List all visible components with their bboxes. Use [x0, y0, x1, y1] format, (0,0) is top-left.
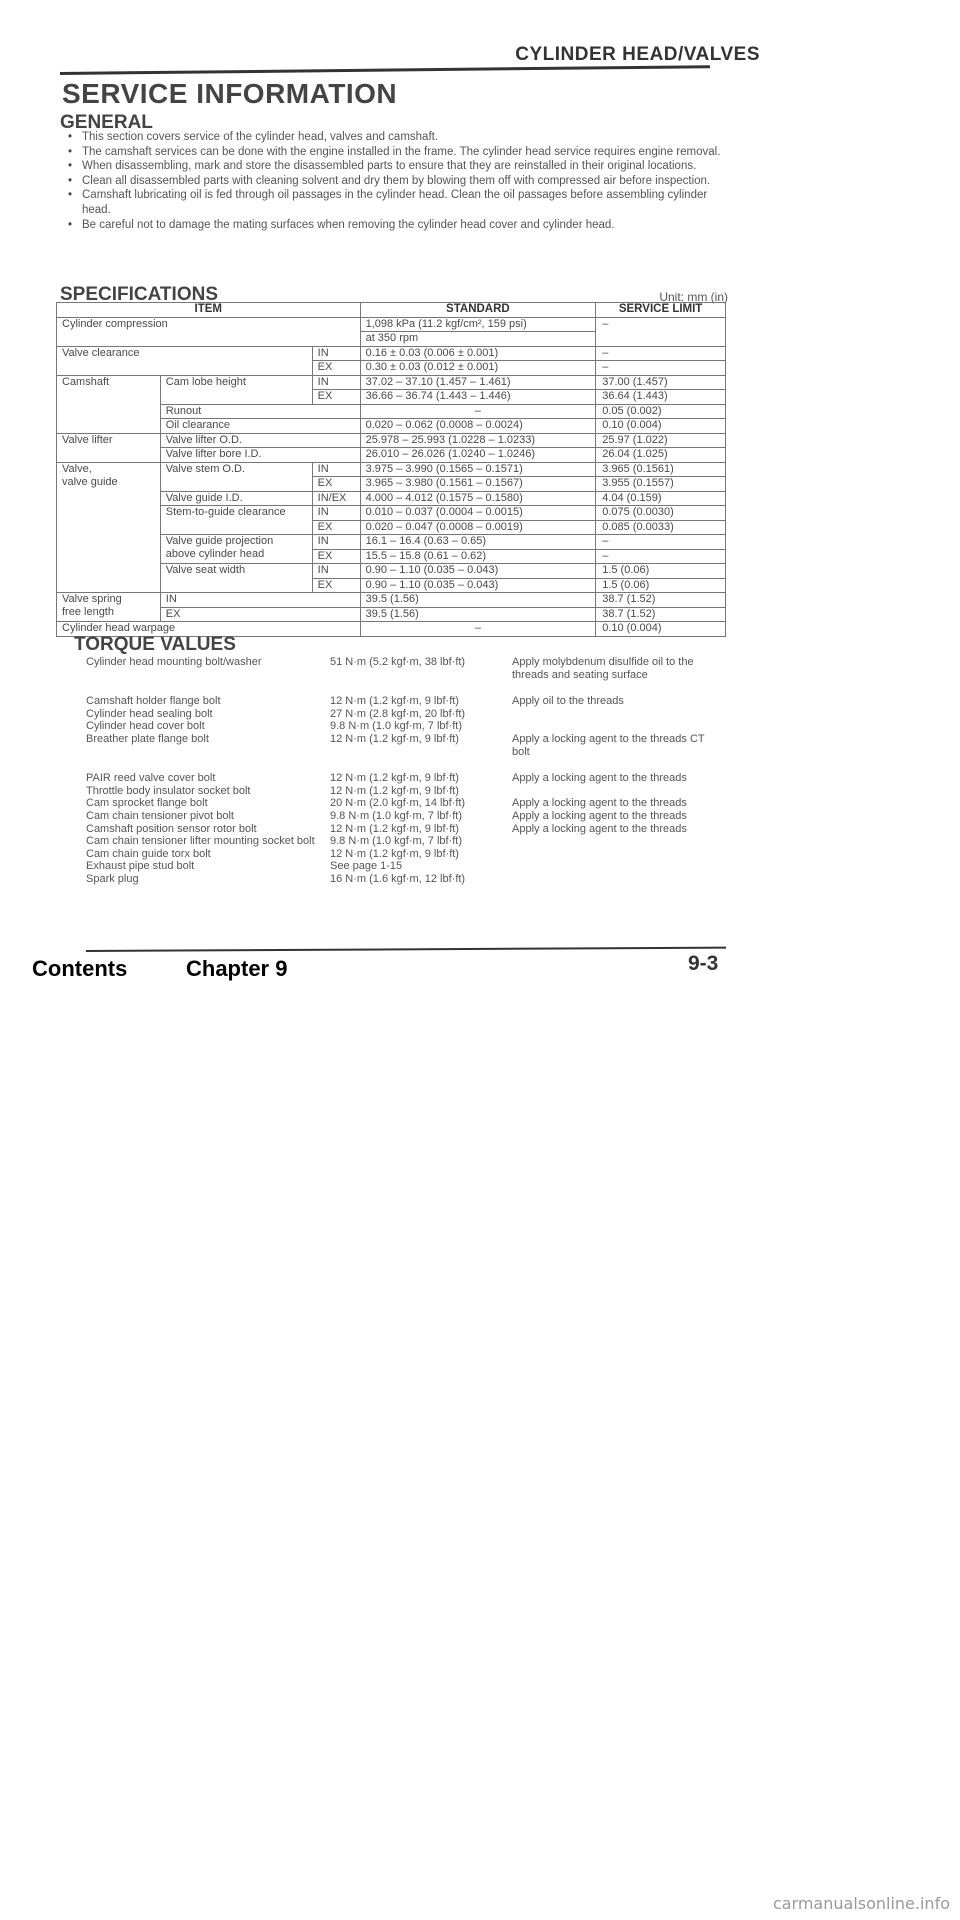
table-cell: – — [596, 549, 726, 564]
torque-item: Cylinder head cover bolt — [86, 720, 205, 733]
specifications-heading: SPECIFICATIONS — [60, 284, 218, 305]
table-row — [57, 346, 726, 361]
table-row — [57, 593, 726, 608]
table-cell: EX — [312, 477, 360, 492]
table-cell: 39.5 (1.56) — [360, 593, 596, 608]
table-cell: 4.04 (0.159) — [596, 491, 726, 506]
torque-remark — [512, 860, 712, 873]
table-cell: 0.90 – 1.10 (0.035 – 0.043) — [360, 578, 596, 593]
torque-row — [86, 860, 712, 873]
torque-row — [86, 733, 712, 758]
table-cell: Camshaft — [57, 375, 161, 433]
torque-remark: Apply a locking agent to the threads — [512, 797, 687, 810]
torque-spacer — [86, 681, 712, 695]
torque-item: Cam chain tensioner pivot bolt — [86, 809, 234, 822]
torque-remark: Apply a locking agent to the threads — [512, 822, 687, 835]
table-cell: EX — [312, 549, 360, 564]
table-cell: 15.5 – 15.8 (0.61 – 0.62) — [360, 549, 596, 564]
torque-row — [86, 695, 712, 708]
torque-remark: Apply a locking agent to the threads — [512, 772, 687, 785]
torque-value: 9.8 N·m (1.0 kgf·m, 7 lbf·ft) — [330, 809, 463, 822]
running-head-title: CYLINDER HEAD/VALVES — [515, 44, 760, 65]
table-cell: IN — [312, 506, 360, 521]
table-cell: Cylinder head warpage — [57, 622, 361, 637]
torque-value: See page 1-15 — [330, 860, 403, 873]
table-cell: 0.010 – 0.037 (0.0004 – 0.0015) — [360, 506, 596, 521]
torque-remark — [512, 835, 712, 848]
table-cell: – — [360, 404, 596, 419]
table-cell: Valve lifter — [57, 433, 161, 462]
torque-item: Cam chain tensioner lifter mounting socket bolt — [86, 835, 315, 848]
torque-row — [86, 797, 712, 810]
table-cell: IN — [312, 375, 360, 390]
table-cell: Oil clearance — [160, 419, 360, 434]
torque-values-heading: TORQUE VALUES — [74, 634, 236, 655]
torque-remark: Apply molybdenum disulfide oil to the threads and seating surface — [512, 656, 694, 681]
table-cell: 0.10 (0.004) — [596, 622, 726, 637]
table-cell: 26.04 (1.025) — [596, 448, 726, 463]
torque-remark: Apply a locking agent to the threads CT bolt — [512, 732, 705, 758]
torque-value: 16 N·m (1.6 kgf·m, 12 lbf·ft) — [330, 872, 466, 885]
torque-value: 12 N·m (1.2 kgf·m, 9 lbf·ft) — [330, 847, 459, 860]
table-cell: Valve lifter bore I.D. — [160, 448, 360, 463]
table-cell — [160, 535, 312, 564]
table-cell: 3.975 – 3.990 (0.1565 – 0.1571) — [360, 462, 596, 477]
page-title: SERVICE INFORMATION — [62, 78, 398, 109]
torque-remark: Apply a locking agent to the threads — [512, 809, 687, 822]
torque-remark — [512, 720, 712, 733]
torque-row — [86, 720, 712, 733]
table-cell: IN — [160, 593, 360, 608]
torque-item: PAIR reed valve cover bolt — [86, 772, 216, 785]
table-cell: 26.010 – 26.026 (1.0240 – 1.0246) — [360, 448, 596, 463]
general-bullet: • Be careful not to damage the mating surfaces when removing the cylinder head cover and cylinder head. — [64, 218, 724, 233]
torque-value: 12 N·m (1.2 kgf·m, 9 lbf·ft) — [330, 822, 459, 835]
torque-remark — [512, 848, 712, 861]
table-cell: Valve guide I.D. — [160, 491, 312, 506]
torque-item: Camshaft position sensor rotor bolt — [86, 822, 257, 835]
torque-value: 12 N·m (1.2 kgf·m, 9 lbf·ft) — [330, 732, 459, 745]
table-cell: Cylinder compression — [57, 317, 361, 346]
torque-value: 9.8 N·m (1.0 kgf·m, 7 lbf·ft) — [330, 835, 463, 848]
general-bullet: • Clean all disassembled parts with cleaning solvent and dry them by blowing them off with compressed air before inspection. — [64, 174, 724, 189]
table-cell: 1.5 (0.06) — [596, 564, 726, 579]
table-cell: 0.05 (0.002) — [596, 404, 726, 419]
table-row — [57, 462, 726, 477]
table-cell: IN — [312, 346, 360, 361]
table-cell: 1.5 (0.06) — [596, 578, 726, 593]
table-cell: Valve stem O.D. — [160, 462, 312, 491]
torque-row — [86, 823, 712, 836]
table-cell: Valve lifter O.D. — [160, 433, 360, 448]
spring-label-line: free length — [62, 606, 114, 618]
table-cell: IN — [312, 462, 360, 477]
torque-value: 12 N·m (1.2 kgf·m, 9 lbf·ft) — [330, 695, 459, 708]
footer-rule — [86, 947, 726, 952]
contents-link[interactable]: Contents — [32, 956, 128, 981]
torque-item: Cylinder head mounting bolt/washer — [86, 656, 262, 668]
column-header-item: ITEM — [57, 303, 361, 318]
torque-value: 12 N·m (1.2 kgf·m, 9 lbf·ft) — [330, 784, 459, 797]
page-number: 9-3 — [688, 952, 719, 975]
table-cell: Runout — [160, 404, 360, 419]
spacer-cell — [86, 758, 712, 772]
torque-row — [86, 772, 712, 785]
torque-row — [86, 810, 712, 823]
table-cell: 0.020 – 0.062 (0.0008 – 0.0024) — [360, 419, 596, 434]
table-cell: 37.00 (1.457) — [596, 375, 726, 390]
table-cell: – — [596, 346, 726, 361]
table-cell: Cam lobe height — [160, 375, 312, 404]
table-row — [57, 433, 726, 448]
unit-label: Unit: mm (in) — [659, 290, 728, 304]
torque-value: 51 N·m (5.2 kgf·m, 38 lbf·ft) — [330, 656, 466, 668]
table-cell: 3.965 (0.1561) — [596, 462, 726, 477]
torque-item: Cylinder head sealing bolt — [86, 707, 213, 720]
general-bullet: • Camshaft lubricating oil is fed through oil passages in the cylinder head. Clean the oil passages before assembling cylinder head. — [64, 188, 724, 217]
table-cell: 36.64 (1.443) — [596, 390, 726, 405]
site-watermark: carmanualsonline.info — [772, 1894, 950, 1913]
table-cell: EX — [160, 607, 360, 622]
table-cell: 4.000 – 4.012 (0.1575 – 0.1580) — [360, 491, 596, 506]
table-cell: 0.020 – 0.047 (0.0008 – 0.0019) — [360, 520, 596, 535]
torque-row — [86, 848, 712, 861]
table-row — [57, 375, 726, 390]
torque-row — [86, 873, 712, 886]
torque-values-table — [86, 656, 712, 886]
table-cell: 37.02 – 37.10 (1.457 – 1.461) — [360, 375, 596, 390]
torque-row — [86, 656, 712, 681]
table-cell: 25.978 – 25.993 (1.0228 – 1.0233) — [360, 433, 596, 448]
table-cell: EX — [312, 390, 360, 405]
table-cell: – — [596, 361, 726, 376]
table-cell: 0.30 ± 0.03 (0.012 ± 0.001) — [360, 361, 596, 376]
table-cell: 25.97 (1.022) — [596, 433, 726, 448]
table-cell: Valve seat width — [160, 564, 312, 593]
spacer-cell — [86, 681, 712, 695]
valve-guide-label-line: Valve, — [62, 462, 92, 475]
torque-row — [86, 835, 712, 848]
table-header-row — [57, 303, 726, 318]
table-cell: 39.5 (1.56) — [360, 607, 596, 622]
table-cell — [57, 593, 161, 622]
spring-label-line: Valve spring — [62, 593, 122, 605]
column-header-standard: STANDARD — [360, 303, 596, 318]
general-bullet-list — [64, 130, 724, 232]
torque-spacer — [86, 758, 712, 772]
table-cell: EX — [312, 578, 360, 593]
table-cell: 0.075 (0.0030) — [596, 506, 726, 521]
chapter-link[interactable]: Chapter 9 — [186, 956, 288, 981]
specifications-table — [56, 302, 726, 637]
table-cell: 16.1 – 16.4 (0.63 – 0.65) — [360, 535, 596, 550]
projection-label-line: above cylinder head — [165, 548, 265, 560]
table-cell: 3.965 – 3.980 (0.1561 – 0.1567) — [360, 477, 596, 492]
torque-value: 20 N·m (2.0 kgf·m, 14 lbf·ft) — [330, 797, 466, 810]
table-cell: 0.90 – 1.10 (0.035 – 0.043) — [360, 564, 596, 579]
table-cell: IN/EX — [312, 491, 360, 506]
table-cell: EX — [312, 361, 360, 376]
projection-label-line: Valve guide projection — [165, 535, 274, 547]
torque-remark — [512, 873, 712, 886]
table-cell: IN — [312, 564, 360, 579]
general-bullet: • This section covers service of the cylinder head, valves and camshaft. — [64, 130, 724, 145]
table-cell: 1,098 kPa (11.2 kgf/cm², 159 psi) — [360, 317, 596, 332]
torque-item: Throttle body insulator socket bolt — [86, 784, 251, 797]
table-row — [57, 317, 726, 332]
torque-value: 9.8 N·m (1.0 kgf·m, 7 lbf·ft) — [330, 720, 463, 733]
table-cell: Valve clearance — [57, 346, 313, 375]
table-cell: 0.085 (0.0033) — [596, 520, 726, 535]
table-cell: – — [596, 317, 726, 346]
general-bullet: • The camshaft services can be done with the engine installed in the frame. The cylinder head service requires engine removal. — [64, 145, 724, 160]
table-cell: 3.955 (0.1557) — [596, 477, 726, 492]
torque-row — [86, 785, 712, 798]
table-cell: 0.16 ± 0.03 (0.006 ± 0.001) — [360, 346, 596, 361]
table-cell: – — [360, 622, 596, 637]
table-cell: Stem-to-guide clearance — [160, 506, 312, 535]
torque-remark: Apply oil to the threads — [512, 695, 624, 708]
table-cell: IN — [312, 535, 360, 550]
torque-item: Cam chain guide torx bolt — [86, 847, 211, 860]
table-cell — [57, 462, 161, 593]
torque-item: Cam sprocket flange bolt — [86, 797, 208, 810]
header-rule — [60, 65, 710, 75]
table-cell: 38.7 (1.52) — [596, 607, 726, 622]
torque-item: Breather plate flange bolt — [86, 732, 209, 745]
torque-value: 27 N·m (2.8 kgf·m, 20 lbf·ft) — [330, 707, 466, 720]
table-cell: at 350 rpm — [360, 332, 596, 347]
valve-guide-label-line: valve guide — [62, 475, 118, 488]
torque-item: Exhaust pipe stud bolt — [86, 860, 195, 873]
table-cell: EX — [312, 520, 360, 535]
column-header-service-limit: SERVICE LIMIT — [596, 303, 726, 318]
table-cell: 0.10 (0.004) — [596, 419, 726, 434]
torque-remark — [512, 708, 712, 721]
torque-remark — [512, 785, 712, 798]
general-bullet: • When disassembling, mark and store the disassembled parts to ensure that they are reinstalled in their original locations. — [64, 159, 724, 174]
table-cell: 38.7 (1.52) — [596, 593, 726, 608]
table-cell: 36.66 – 36.74 (1.443 – 1.446) — [360, 390, 596, 405]
general-heading: GENERAL — [60, 112, 153, 133]
torque-item: Spark plug — [86, 872, 139, 885]
table-cell: – — [596, 535, 726, 550]
torque-item: Camshaft holder flange bolt — [86, 695, 221, 708]
torque-row — [86, 708, 712, 721]
torque-value: 12 N·m (1.2 kgf·m, 9 lbf·ft) — [330, 772, 459, 785]
